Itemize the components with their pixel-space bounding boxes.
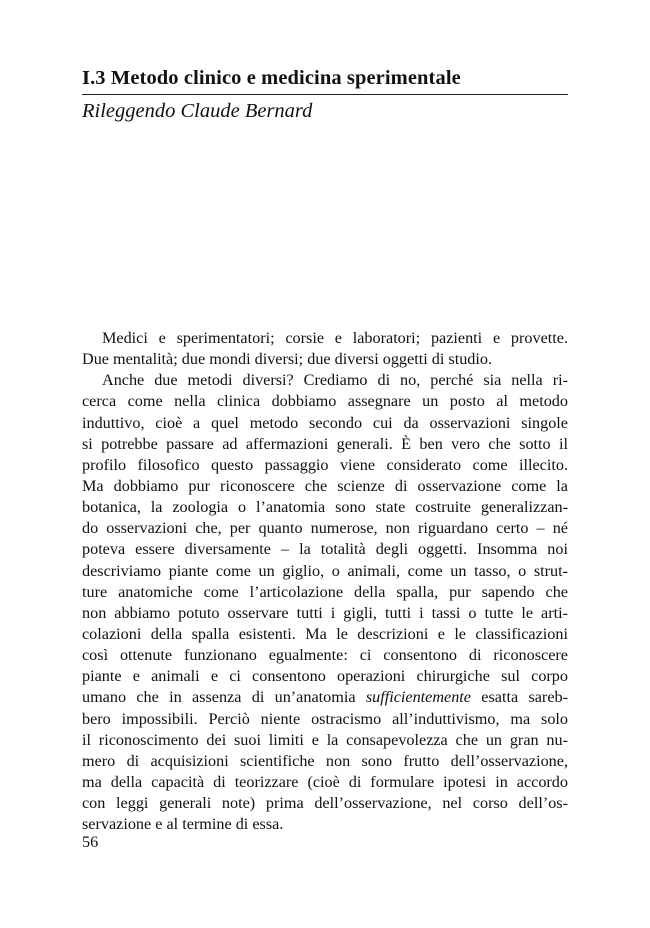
text-line: ma della capacità di teorizzare (cioè di formulare ipotesi in accordo xyxy=(82,772,568,791)
text-line: cerca come nella clinica dobbiamo assegnare un posto al metodo xyxy=(82,392,568,411)
text-line: Medici e sperimentatori; corsie e laboratori; pazienti e provette. xyxy=(102,329,568,347)
text-line: Due mentalità; due mondi diversi; due diversi oggetti di studio. xyxy=(82,350,493,369)
emphasized-word: sufficientemente xyxy=(365,688,471,707)
chapter-title: I.3 Metodo clinico e medicina sperimentale xyxy=(82,67,461,89)
page-number: 56 xyxy=(82,833,99,851)
text-line: poteva essere diversamente – la totalità degli oggetti. Insomma noi xyxy=(82,540,568,559)
title-divider xyxy=(82,94,568,95)
text-line: profilo filosofico questo passaggio viene considerato come illecito. xyxy=(82,455,568,474)
text-line: non abbiamo potuto osservare tutti i gigli, tutti i tassi o tutte le arti- xyxy=(82,603,568,622)
body-text xyxy=(82,328,568,835)
text-line: Ma dobbiamo pur riconoscere che scienze di osservazione come la xyxy=(82,476,568,495)
text-line: si potrebbe passare ad affermazioni generali. È ben vero che sotto il xyxy=(82,434,568,453)
text-line: descriviamo piante come un giglio, o animali, come un tasso, o strut- xyxy=(82,561,568,580)
text-line: bero impossibili. Perciò niente ostracismo all’induttivismo, ma solo xyxy=(82,709,568,728)
text-line: mero di acquisizioni scientifiche non sono frutto dell’osservazione, xyxy=(82,751,568,770)
text-line: servazione e al termine di essa. xyxy=(82,815,284,834)
text-line-with-emphasis xyxy=(82,687,568,708)
text-line: do osservazioni che, per quanto numerose, non riguardano certo – né xyxy=(82,519,568,538)
text-line: così ottenute funzionano egualmente: ci consentono di riconoscere xyxy=(82,646,568,665)
text-line: botanica, la zoologia o l’anatomia sono state costruite generalizzan- xyxy=(82,498,568,517)
text-line: il riconoscimento dei suoi limiti e la consapevolezza che un gran nu- xyxy=(82,730,568,749)
chapter-subtitle: Rileggendo Claude Bernard xyxy=(82,100,313,122)
text-line: piante e animali e ci consentono operazioni chirurgiche sul corpo xyxy=(82,667,568,686)
text-line: induttivo, cioè a quel metodo secondo cui da osservazioni singole xyxy=(82,413,568,432)
text-line: colazioni della spalla esistenti. Ma le descrizioni e le classificazioni xyxy=(82,624,568,643)
text-line: con leggi generali note) prima dell’osservazione, nel corso dell’os- xyxy=(82,794,568,813)
text-line: ture anatomiche come l’articolazione della spalla, pur sapendo che xyxy=(82,582,568,601)
text-segment: esatta sareb- xyxy=(471,688,568,707)
text-segment: umano che in assenza di un’anatomia xyxy=(82,688,366,707)
text-line: Anche due metodi diversi? Crediamo di no, perché sia nella ri- xyxy=(102,371,568,390)
